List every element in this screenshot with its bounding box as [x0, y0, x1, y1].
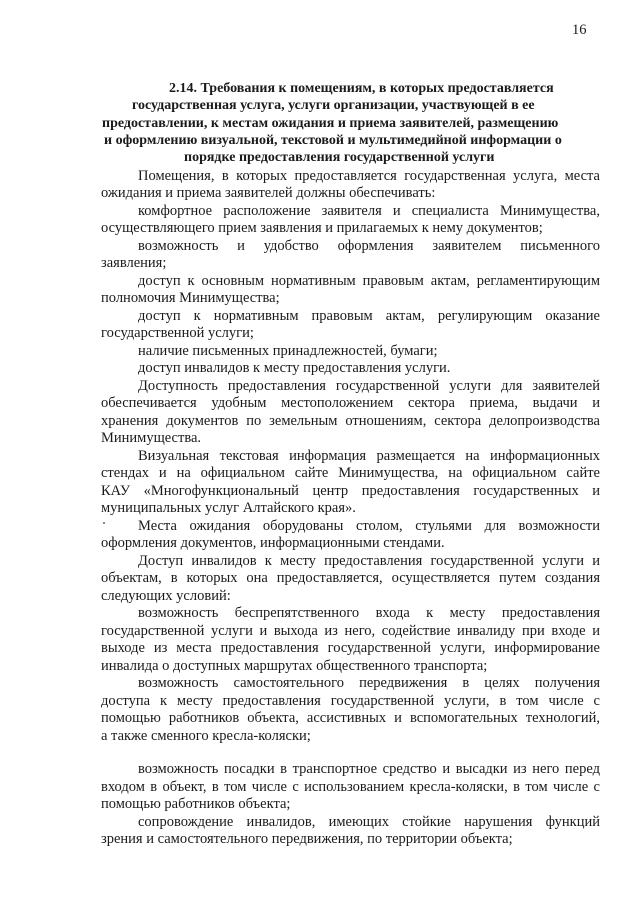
text-line: доступ к нормативным правовым актам, регулирующим оказание — [138, 308, 600, 324]
heading-line: предоставлении, к местам ожидания и приема заявителей, размещению — [102, 116, 559, 131]
text-line: следующих условий: — [101, 588, 231, 604]
text-line: а также сменного кресла-коляски; — [101, 728, 311, 744]
text-line: обеспечивается удобным местоположением сектора приема, выдачи и — [101, 395, 600, 411]
text-line: возможность посадки в транспортное средство и высадки из него перед — [138, 761, 600, 777]
text-line: выходе из места предоставления государственной услуги, информирование — [101, 640, 600, 656]
text-line: государственной услуги; — [101, 325, 254, 341]
text-line: Места ожидания оборудованы столом, стульями для возможности — [138, 518, 600, 534]
text-line: Доступ инвалидов к месту предоставления государственной услуги и — [138, 553, 600, 569]
heading-line: и оформлению визуальной, текстовой и мультимедийной информации о — [104, 133, 562, 148]
text-line: КАУ «Многофункциональный центр предоставления государственных и — [101, 483, 600, 499]
text-line: инвалида о доступных маршрутах общественного транспорта; — [101, 658, 488, 674]
text-line: Визуальная текстовая информация размещается на информационных — [138, 448, 600, 464]
text-line: помощью работников объекта; — [101, 796, 291, 812]
text-line: наличие письменных принадлежностей, бумаги; — [138, 343, 438, 359]
text-line: осуществляющего прием заявления и прилагаемых к нему документов; — [101, 220, 543, 236]
text-line: доступ к основным нормативным правовым актам, регламентирующим — [138, 273, 600, 289]
text-line: объектам, в которых она предоставляется, осуществляется путем создания — [101, 570, 600, 586]
page-number: 16 — [572, 22, 587, 38]
text-line: муниципальных услуг Алтайского края». — [101, 500, 356, 516]
text-line: хранения документов по земельным отношениям, сектора делопроизводства — [101, 413, 600, 429]
heading-line: 2.14. Требования к помещениям, в которых предоставляется — [169, 81, 554, 96]
heading-line: государственная услуга, услуги организации, участвующей в ее — [132, 98, 535, 113]
scan-dot — [103, 522, 105, 524]
text-line: Помещения, в которых предоставляется государственная услуга, места — [138, 168, 600, 184]
text-line: возможность беспрепятственного входа к месту предоставления — [138, 605, 600, 621]
text-line: ожидания и приема заявителей должны обеспечивать: — [101, 185, 436, 201]
text-line: возможность и удобство оформления заявителем письменного — [138, 238, 600, 254]
text-line: стендах и на официальном сайте Минимущества, на официальном сайте — [101, 465, 600, 481]
text-line: доступа к месту предоставления государственной услуги, в том числе с — [101, 693, 600, 709]
text-line: входом в объект, в том числе с использованием кресла-коляски, в том числе с — [101, 779, 600, 795]
text-line: доступ инвалидов к месту предоставления услуги. — [138, 360, 451, 376]
text-line: полномочия Минимущества; — [101, 290, 280, 306]
text-line: возможность самостоятельного передвижения в целях получения — [138, 675, 600, 691]
text-line: Минимущества. — [101, 430, 202, 446]
text-line: Доступность предоставления государственной услуги для заявителей — [138, 378, 600, 394]
text-line: оформления документов, информационными стендами. — [101, 535, 445, 551]
text-line: сопровождение инвалидов, имеющих стойкие нарушения функций — [138, 814, 600, 830]
text-line: комфортное расположение заявителя и специалиста Минимущества, — [138, 203, 600, 219]
heading-line: порядке предоставления государственной услуги — [184, 150, 495, 165]
text-line: государственной услуги и выхода из него, содействие инвалиду при входе и — [101, 623, 600, 639]
text-line: зрения и самостоятельного передвижения, по территории объекта; — [101, 831, 513, 847]
text-line: помощью работников объекта, ассистивных и вспомогательных технологий, — [101, 710, 600, 726]
text-line: заявления; — [101, 255, 167, 271]
